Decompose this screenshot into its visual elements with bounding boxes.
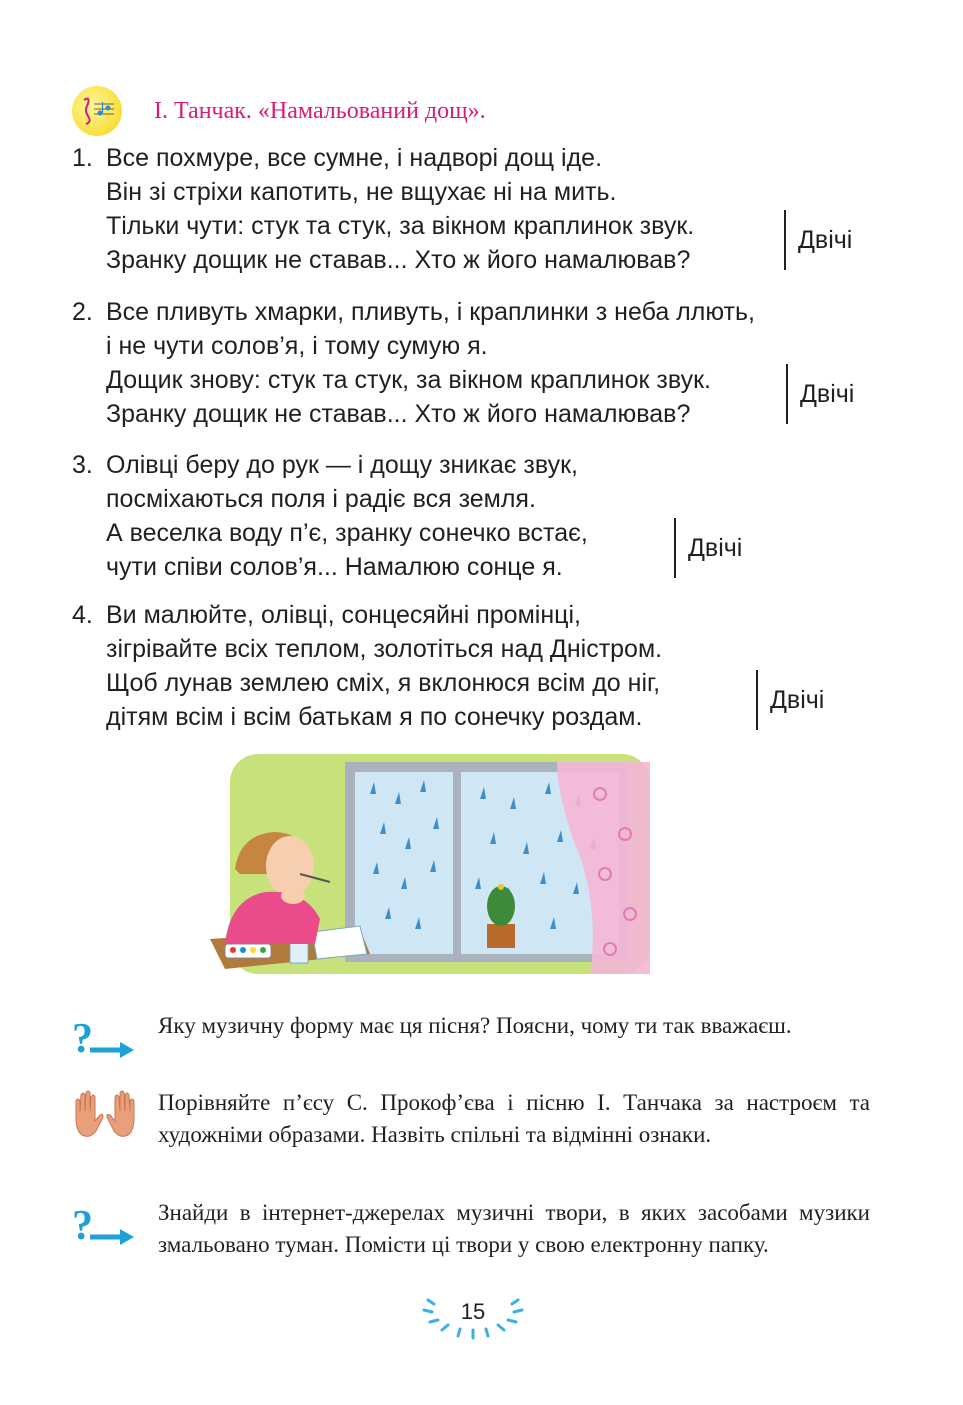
repeat-label: Двічі (770, 685, 825, 714)
repeat-label: Двічі (800, 379, 855, 408)
repeat-marker (756, 670, 824, 730)
verse-line: 2. Все пливуть хмарки, пливуть, і краплинки з неба ллють, (72, 295, 755, 329)
task-3 (70, 1197, 870, 1261)
page-number-ornament (418, 1292, 528, 1342)
title-row (72, 86, 486, 136)
repeat-marker (674, 518, 742, 578)
question-arrow-icon (70, 1197, 140, 1257)
repeat-label: Двічі (798, 225, 853, 254)
task-text: Яку музичну форму має ця пісня? Поясни, чому ти так вважаєш. (158, 1013, 792, 1038)
repeat-bracket (674, 518, 676, 578)
verse-line: Дощик знову: стук та стук, за вікном краплинок звук. (106, 366, 711, 394)
verse-line: чути співи солов’я... Намалюю сонце я. (106, 553, 563, 581)
task-1 (70, 1010, 870, 1062)
task-2 (70, 1087, 870, 1151)
repeat-marker (786, 364, 854, 424)
verse-3 (72, 448, 588, 584)
music-notes-icon (72, 86, 122, 136)
task-text: Порівняйте п’єсу С. Прокоф’єва і пісню І. Танчака за настроєм та художніми образами. Назвіть спільні та відмінні ознаки. (158, 1090, 870, 1147)
verse-4 (72, 598, 662, 734)
verse-line: 3. Олівці беру до рук — і дощу зникає звук, (72, 448, 588, 482)
verse-1 (72, 141, 694, 277)
task-text: Знайди в інтернет-джерелах музичні твори, в яких засобами музики змальовано туман. Помісти ці твори у свою електронну папку. (158, 1200, 870, 1257)
verse-line: Тільки чути: стук та стук, за вікном краплинок звук. (106, 212, 695, 240)
verse-2 (72, 295, 755, 431)
svg-text:?: ? (72, 1016, 93, 1062)
verse-line: А веселка воду п’є, зранку сонечко встає, (106, 519, 588, 547)
verse-line: і не чути солов’я, і тому сумую я. (106, 332, 488, 360)
verse-line: дітям всім і всім батькам я по сонечку роздам. (106, 703, 643, 731)
verse-line: Зранку дощик не ставав... Хто ж його намалював? (106, 400, 691, 428)
verse-line: посміхаються поля і радіє вся земля. (106, 485, 536, 513)
verse-line: Зранку дощик не ставав... Хто ж його намалював? (106, 246, 691, 274)
repeat-bracket (756, 670, 758, 730)
verse-number: 2. (72, 298, 93, 326)
page-number: 15 (460, 1299, 486, 1324)
verse-line: 4. Ви малюйте, олівці, сонцесяйні промінці, (72, 598, 662, 632)
raised-hands-icon (70, 1087, 140, 1147)
repeat-bracket (784, 210, 786, 270)
illustration-girl-rainy-window (205, 754, 680, 984)
repeat-label: Двічі (688, 533, 743, 562)
verse-number: 1. (72, 144, 93, 172)
verse-number: 4. (72, 601, 93, 629)
verse-line: Щоб лунав землею сміх, я вклонюся всім до ніг, (106, 669, 661, 697)
verse-number: 3. (72, 451, 93, 479)
verse-line: Він зі стріхи капотить, не вщухає ні на мить. (106, 178, 617, 206)
verse-line: 1. Все похмуре, все сумне, і надворі дощ іде. (72, 141, 694, 175)
repeat-bracket (786, 364, 788, 424)
question-arrow-icon (70, 1010, 140, 1070)
verse-line: зігрівайте всіх теплом, золотіться над Дністром. (106, 635, 663, 663)
song-title: І. Танчак. «Намальований дощ». (154, 97, 486, 124)
svg-text:?: ? (72, 1203, 93, 1249)
repeat-marker (784, 210, 852, 270)
